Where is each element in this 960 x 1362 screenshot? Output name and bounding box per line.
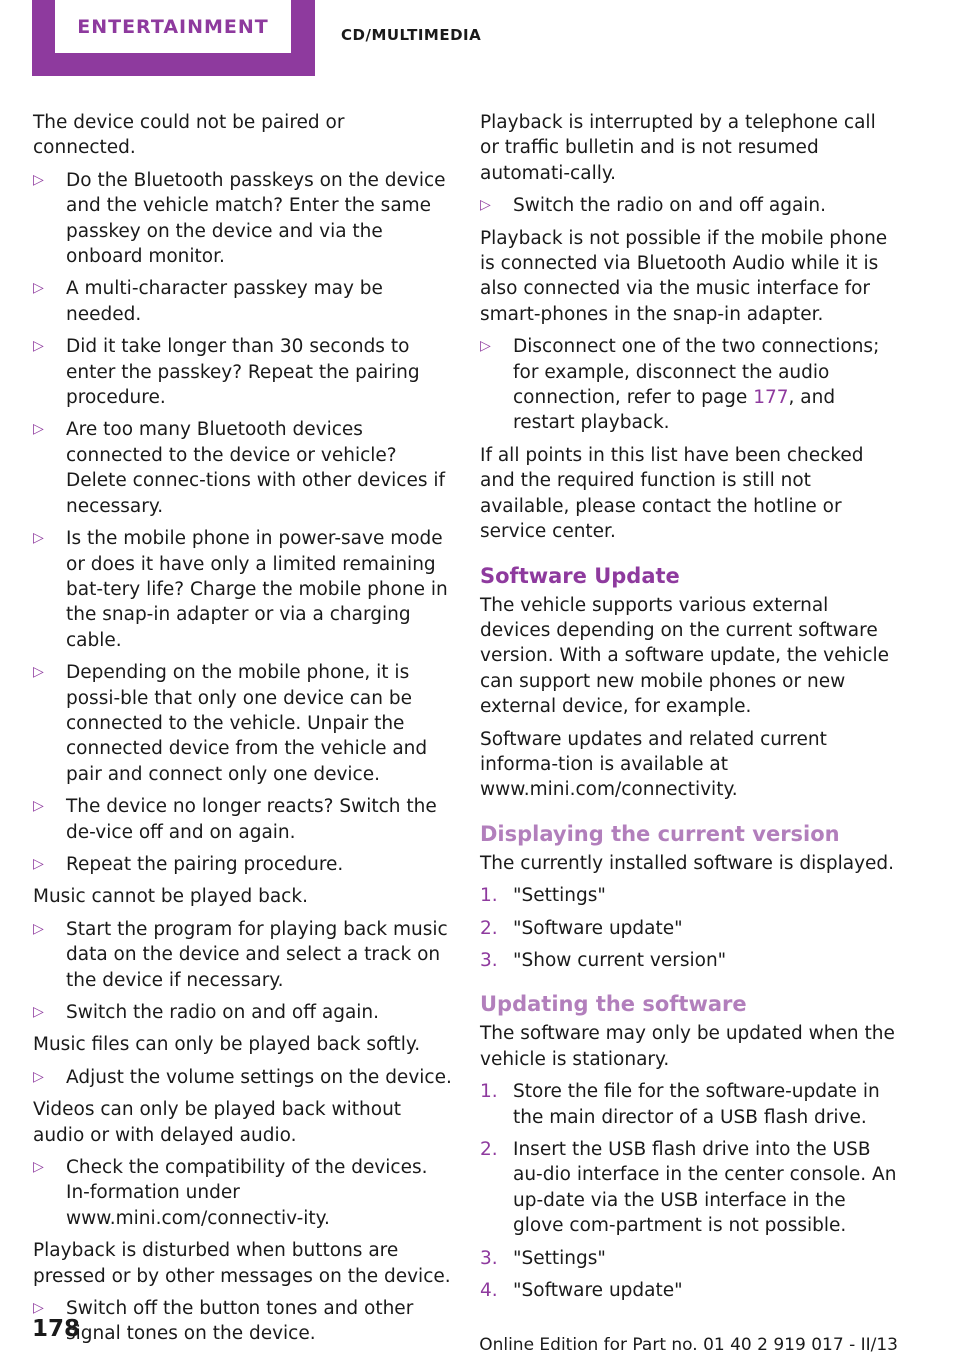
list-item: ▷ Switch off the button tones and other signal tones on the device. — [33, 1296, 453, 1347]
bullet-triangle-icon: ▷ — [33, 421, 44, 438]
bullet-triangle-icon: ▷ — [33, 1004, 44, 1020]
step-number: 1. — [480, 885, 498, 907]
list-item: 2. Insert the USB flash drive into the USB au-dio interface in the center console. An up-date via the USB interface in the glove com-partment is not possible. — [480, 1137, 900, 1239]
contact-hotline-text: If all points in this list have been checked and the required function is still not available, please contact the hotline or service center. — [480, 444, 864, 543]
bullet-triangle-icon: ▷ — [33, 664, 44, 681]
problem-playback-not-possible: Playback is not possible if the mobile phone is connected via Bluetooth Audio while it is also connected via the music interface for smart-phones in the snap-in adapter. — [480, 227, 888, 325]
bullet-triangle-icon: ▷ — [33, 338, 44, 355]
problem-interrupted-playback: Playback is interrupted by a telephone call or traffic bulletin and is not resumed automati-cally. — [480, 112, 876, 184]
subsection-title: CD/MULTIMEDIA — [341, 26, 482, 44]
list-item: ▷ Depending on the mobile phone, it is possi-ble that only one device can be connected to the vehicle. Unpair the connected device from the vehicle and pair and connect only one device. — [33, 660, 453, 787]
displaying-version-text: The currently installed software is displayed. — [480, 852, 895, 874]
bullet-triangle-icon: ▷ — [480, 338, 491, 355]
step-number: 4. — [480, 1280, 498, 1302]
step-number: 1. — [480, 1081, 498, 1103]
list-item: ▷ Did it take longer than 30 seconds to enter the passkey? Repeat the pairing procedure. — [33, 334, 453, 410]
section-title: ENTERTAINMENT — [77, 15, 269, 38]
problem-disturbed-playback: Playback is disturbed when buttons are pressed or by other messages on the device. — [33, 1240, 451, 1287]
list-item: ▷ Check the compatibility of the devices. In-formation under www.mini.com/connectiv-ity. — [33, 1155, 453, 1231]
page-header — [0, 0, 960, 80]
list-item: ▷ Adjust the volume settings on the device. — [33, 1065, 453, 1090]
list-item: 2. "Software update" — [480, 916, 900, 941]
bullet-triangle-icon: ▷ — [33, 530, 44, 547]
bullet-triangle-icon: ▷ — [33, 1068, 44, 1085]
bullet-triangle-icon: ▷ — [33, 1159, 44, 1176]
edition-footer: Online Edition for Part no. 01 40 2 919 017 - II/13 — [479, 1335, 898, 1355]
bullet-triangle-icon: ▷ — [33, 920, 44, 937]
problem-soft-playback: Music files can only be played back softly. — [33, 1034, 421, 1056]
step-number: 2. — [480, 917, 498, 939]
list-item: ▷ Repeat the pairing procedure. — [33, 852, 453, 877]
heading-software-update: Software Update — [480, 563, 680, 588]
list-item: ▷ Start the program for playing back music data on the device and select a track on the device if necessary. — [33, 917, 453, 993]
step-number: 3. — [480, 949, 498, 971]
heading-updating-software: Updating the software — [480, 992, 747, 1017]
software-update-info: Software updates and related current informa-tion is available at www.mini.com/connectivity. — [480, 728, 827, 801]
heading-displaying-version: Displaying the current version — [480, 821, 840, 846]
list-item: ▷ Disconnect one of the two connections; for example, disconnect the audio connection, refer to page 177, and restart playback. — [480, 334, 900, 436]
bullet-triangle-icon: ▷ — [33, 855, 44, 872]
step-number: 3. — [480, 1247, 498, 1269]
right-column — [480, 110, 900, 1310]
list-item: ▷ Is the mobile phone in power-save mode or does it have only a limited remaining bat-tery life? Charge the mobile phone in the snap-in adapter or via a charging cable. — [33, 526, 453, 653]
list-item: ▷ Switch the radio on and off again. — [480, 193, 900, 218]
page-reference-link[interactable]: 177 — [753, 387, 789, 409]
list-item: 4. "Software update" — [480, 1278, 900, 1303]
list-item: ▷ Are too many Bluetooth devices connected to the device or vehicle? Delete connec-tions with other devices if necessary. — [33, 417, 453, 519]
list-item: 3. "Show current version" — [480, 948, 900, 973]
list-item: 1. Store the file for the software-update in the main director of a USB flash drive. — [480, 1079, 900, 1130]
list-item: 3. "Settings" — [480, 1246, 900, 1271]
problem-video-audio: Videos can only be played back without audio or with delayed audio. — [33, 1099, 402, 1146]
problem-music-playback: Music cannot be played back. — [33, 886, 308, 908]
list-item: 1. "Settings" — [480, 883, 900, 908]
bullet-triangle-icon: ▷ — [480, 197, 491, 214]
page-number: 178 — [32, 1316, 81, 1342]
step-number: 2. — [480, 1139, 498, 1160]
list-item: ▷ A multi-character passkey may be needed. — [33, 276, 453, 327]
problem-pairing: The device could not be paired or connected. — [33, 112, 345, 159]
bullet-triangle-icon: ▷ — [33, 280, 44, 297]
list-item: ▷ The device no longer reacts? Switch the de-vice off and on again. — [33, 794, 453, 845]
list-item: ▷ Switch the radio on and off again. — [33, 1000, 453, 1025]
list-item: ▷ Do the Bluetooth passkeys on the device and the vehicle match? Enter the same passkey on the device and via the onboard monitor. — [33, 168, 453, 270]
updating-software-text: The software may only be updated when the vehicle is stationary. — [480, 1023, 895, 1070]
left-column — [33, 110, 453, 1354]
bullet-triangle-icon: ▷ — [33, 798, 44, 815]
section-tab-entertainment — [32, 0, 315, 76]
bullet-triangle-icon: ▷ — [33, 1300, 44, 1317]
software-update-intro: The vehicle supports various external devices depending on the current software version. With a software update, the vehicle can support new mobile phones or new external device, for example. — [480, 594, 890, 718]
bullet-triangle-icon: ▷ — [33, 171, 44, 188]
